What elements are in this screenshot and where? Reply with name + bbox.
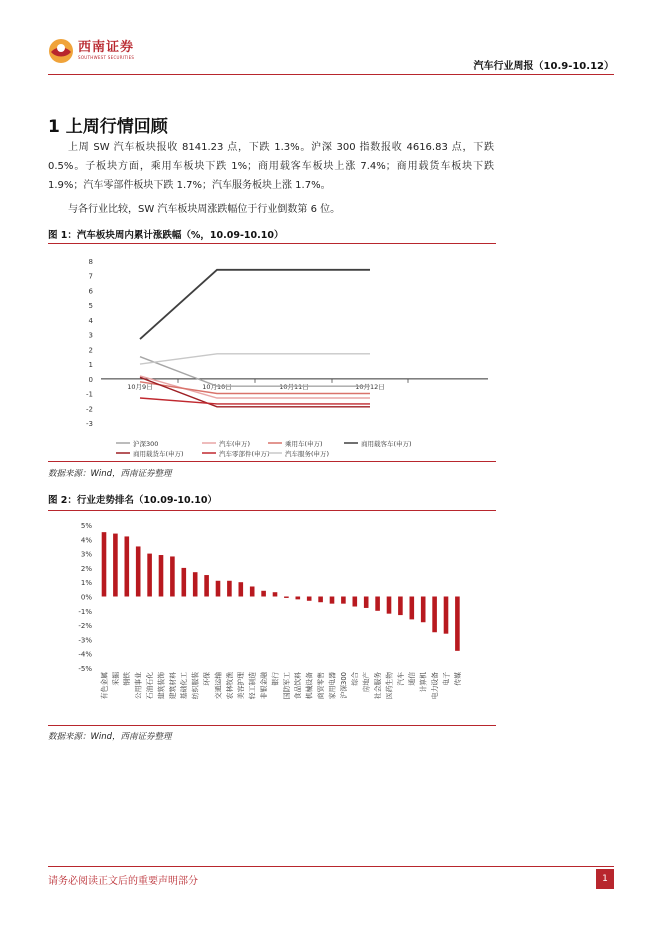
x-tick-label: 10月9日 [127, 382, 153, 391]
logo-name-en: SOUTHWEST SECURITIES [78, 55, 135, 60]
series-line-3 [140, 382, 370, 394]
category-label: 传媒 [453, 672, 462, 686]
bar [261, 591, 266, 597]
y-tick-label: 2 [88, 346, 93, 355]
bar [227, 581, 232, 597]
category-label: 建筑材料 [168, 672, 177, 700]
category-label: 食品饮料 [294, 672, 303, 700]
category-label: 公用事业 [134, 672, 143, 700]
category-label: 汽车 [396, 672, 405, 686]
bar [182, 568, 187, 597]
bar [193, 572, 198, 596]
series-line-6 [140, 398, 370, 404]
legend-label: 汽车(申万) [219, 440, 251, 448]
figure2-bar-chart [48, 512, 496, 724]
category-label: 纺织服装 [191, 672, 200, 700]
y-tick-label: -1 [86, 390, 93, 399]
legend-label: 沪深300 [133, 440, 159, 448]
y-tick-label: 3 [88, 331, 93, 340]
y-tick-label: 1% [80, 579, 92, 588]
bar [410, 597, 415, 620]
bar [204, 575, 209, 596]
report-title: 汽车行业周报（10.9-10.12） [473, 61, 614, 72]
y-tick-label: -2% [78, 622, 92, 631]
category-label: 钢铁 [123, 672, 132, 686]
y-tick-label: 5% [80, 522, 92, 530]
section-title: 1 上周行情回顾 [48, 117, 168, 137]
legend-label: 汽车零部件(申万) [219, 450, 270, 458]
category-label: 建筑装饰 [157, 672, 166, 700]
x-tick-label: 10月12日 [355, 382, 385, 391]
bar [273, 592, 278, 596]
y-tick-label: 4 [88, 316, 93, 325]
category-label: 采掘 [111, 672, 120, 686]
figure2-top-divider [48, 510, 496, 511]
company-logo [48, 38, 134, 64]
figure2-title: 图 2：行业走势排名（10.09-10.10） [48, 495, 217, 506]
y-tick-label: 8 [88, 258, 93, 266]
figure1-source: 数据来源：Wind，西南证券整理 [48, 469, 172, 479]
bar [375, 597, 380, 611]
y-tick-label: -3% [78, 636, 92, 645]
category-label: 电力设备 [431, 672, 439, 700]
bar [170, 556, 175, 596]
bar [353, 597, 358, 607]
y-tick-label: 4% [80, 536, 92, 545]
category-label: 银行 [271, 672, 280, 686]
category-label: 石油石化 [146, 672, 154, 700]
bar [147, 554, 152, 597]
y-tick-label: -4% [78, 650, 92, 659]
category-label: 通信 [408, 672, 417, 686]
bar [318, 597, 323, 603]
category-label: 农林牧渔 [225, 672, 234, 700]
figure1-bottom-divider [48, 461, 496, 462]
market-review-paragraph: 上周 SW 汽车板块报收 8141.23 点，下跌 1.3%。沪深 300 指数报收 4616.83 点，下跌 0.5%。子板块方面，乘用车板块下跌 1%；商用载客车板块上涨 7.4%；商用载货车板块下跌 1.9%；汽车零部件板块下跌 1.7%；汽车服务板块上涨 1.7%。 [48, 142, 494, 191]
bar [296, 597, 301, 600]
legend-label: 乘用车(申万) [285, 440, 323, 448]
figure2-bottom-divider [48, 725, 496, 726]
category-label: 有色金属 [100, 672, 109, 700]
bar [341, 597, 346, 604]
y-tick-label: 3% [80, 550, 92, 559]
category-label: 美容护理 [237, 672, 246, 700]
legend-label: 汽车服务(申万) [285, 450, 330, 458]
logo-name-cn: 西南证券 [78, 40, 135, 55]
page-number: 1 [596, 869, 614, 889]
y-tick-label: 2% [80, 564, 92, 573]
bar [216, 581, 221, 597]
bar [387, 597, 392, 614]
category-label: 商贸零售 [317, 672, 325, 700]
bar [330, 597, 335, 604]
figure2-source: 数据来源：Wind，西南证券整理 [48, 732, 172, 742]
series-line-4 [140, 270, 370, 339]
y-tick-label: 5 [88, 302, 93, 311]
bar [250, 586, 255, 596]
bar [284, 597, 289, 598]
figure1-title: 图 1：汽车板块周内累计涨跌幅（%，10.09-10.10） [48, 230, 284, 241]
y-tick-label: 6 [88, 287, 93, 296]
bar [455, 597, 460, 651]
category-label: 综合 [351, 672, 360, 686]
category-label: 社会服务 [374, 672, 382, 700]
y-tick-label: -1% [78, 607, 92, 616]
category-label: 房地产 [362, 672, 371, 693]
category-label: 家用电器 [328, 672, 337, 700]
category-label: 电子 [442, 672, 451, 686]
series-line-7 [140, 354, 370, 364]
bar [398, 597, 403, 616]
bar [307, 597, 312, 601]
header-divider [48, 74, 614, 75]
bar [364, 597, 369, 608]
category-label: 轻工制造 [248, 672, 257, 700]
y-tick-label: -2 [86, 405, 93, 414]
figure1-top-divider [48, 243, 496, 244]
bar [444, 597, 449, 634]
y-tick-label: 7 [88, 272, 93, 281]
category-label: 计算机 [419, 672, 428, 693]
footer-divider [48, 866, 614, 867]
bar [102, 532, 107, 596]
logo-emblem-icon [48, 38, 74, 64]
category-label: 医药生物 [385, 672, 394, 700]
category-label: 沪深300 [339, 672, 348, 699]
category-label: 国防军工 [282, 672, 291, 700]
footer-disclaimer: 请务必阅读正文后的重要声明部分 [48, 876, 198, 887]
x-tick-label: 10月11日 [279, 382, 309, 391]
industry-comparison-paragraph: 与各行业比较，SW 汽车板块周涨跌幅位于行业倒数第 6 位。 [68, 204, 341, 215]
bar [136, 546, 141, 596]
category-label: 基础化工 [180, 672, 189, 700]
bar [125, 536, 130, 596]
y-tick-label: -3 [86, 420, 93, 428]
bar [421, 597, 426, 623]
legend-label: 商用载客车(申万) [361, 440, 412, 448]
y-tick-label: 0% [80, 593, 92, 602]
y-tick-label: 0 [88, 375, 93, 384]
category-label: 环保 [203, 672, 211, 686]
category-label: 非银金融 [260, 672, 268, 700]
bar [239, 582, 244, 596]
bar [432, 597, 437, 633]
y-tick-label: -5% [78, 665, 92, 673]
category-label: 交通运输 [214, 672, 223, 700]
category-label: 机械设备 [305, 672, 314, 700]
figure1-line-chart [48, 246, 496, 460]
x-tick-label: 10月10日 [202, 382, 232, 391]
bar [113, 534, 118, 597]
legend-label: 商用载货车(申万) [133, 450, 184, 458]
bar [159, 555, 164, 596]
y-tick-label: 1 [88, 361, 93, 370]
